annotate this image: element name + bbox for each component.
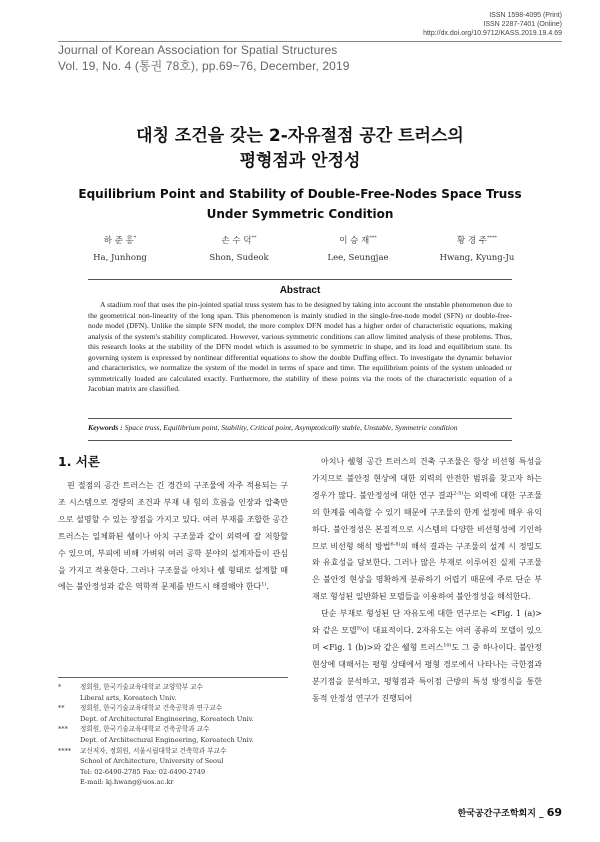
abstract-text: A stadium roof that uses the pin-jointed spatial truss system has to be designed by taking into account the unstable phenomenon due to the geometrical non-linearity of the long span. This phenomenon is mainly studied in the single-free-node model (SFN) or double-free-node model (DFN). Unlike the simple SFN model, the more complex DFN model has a higher order of characteristic equations, making analysis of the system's stability complicated. However, various symmetric conditions can allow limited analysis of these problems. Thus, this research looks at the stability of the DFN model which is assumed to be symmetric in shape, and its load and equilibrium state. Its governing system is expressed by nonlinear differential equations to show the double Duffing effect. To investigate the dynamic behavior and characteristics, we normalize the system of the model in terms of space and time. The equilibrium points of the system unloaded or symmetrically loaded are calculated exactly. Furthermore, the stability of these points via the roots of the characteristic equation of a Jacobian matrix are classified.: [88, 300, 512, 393]
citation[interactable]: 6-8): [390, 540, 401, 547]
journal-header: [58, 42, 350, 74]
footnotes: * 정회원, 한국기술교육대학교 교양학부 교수 Liberal arts, Koreatech Univ. ** 정회원, 한국기술교육대학교 건축공학과 연구교수 Dept. of Architectural Engineering, Koreatech Univ. *** 정회원, 한국기술교육대학교 건축공학과 교수 Dept. of Architectural Engineering, Koreatech Univ. **** 교신저자, 정회원, 서울시립대학교 건축학과 부교수 School of Architecture, University of Seoul Tel: 02-6490-2785 Fax: 02-6490-2749 E-mail: kj.hwang@uos.ac.kr: [58, 682, 298, 788]
footnote-4: **** 교신저자, 정회원, 서울시립대학교 건축학과 부교수: [58, 746, 227, 755]
issn-print: ISSN 1598-4095 (Print): [489, 12, 562, 19]
korean-title-line1: 대칭 조건을 갖는 2-자유절점 공간 트러스의: [136, 126, 464, 146]
paragraph: 아치나 쉘형 공간 트러스의 건축 구조물은 항상 비선형 특성을 가지므로 불안정 현상에 대한 외력의 안전한 범위를 찾고자 하는 경우가 많다. 불안정성에 대한 연구 결과$^{2-5)}$는 외력에 대한 구조물의 한계를 예측할 수 있기 때문에 구조물의 한계 설정에 매우 유익하다. 불안정성은 본질적으로 시스템의 다양한 비선형성에 기인하므로 비선형 해석 방법$^{6-8)}$의 해석 결과는 구조물의 설계 시 정밀도와 유효성을 담보한다. 그러나 많은 부재로 이루어진 실제 구조물은 불안정 현상을 명확하게 분류하기 어렵기 때문에 주로 단순 부재로 형성된 일반화된 모델들을 이용하여 불안정성을 해석한다.: [312, 457, 542, 602]
korean-title-line2: 평형점과 안정성: [239, 151, 361, 171]
author-4: [427, 233, 527, 267]
citation[interactable]: 2-5): [453, 490, 464, 497]
keywords-rule: [88, 440, 512, 441]
journal-volume: Vol. 19, No. 4 (통권 78호), pp.69~76, December, 2019: [58, 59, 350, 73]
author-name-en: Shon, Sudeok: [209, 253, 269, 263]
footer-journal: 한국공간구조학회지 _: [457, 809, 547, 819]
author-3: [308, 233, 408, 267]
author-mark: **: [251, 235, 257, 242]
citation[interactable]: 1): [261, 581, 267, 588]
paragraph: 핀 절점의 공간 트러스는 긴 경간의 구조물에 자주 적용되는 구조 시스템으로 경량의 조건과 부재 내 힘의 흐름을 인장과 압축만으로 설명할 수 있는 장점을 가지고 있다. 여러 부재를 조합한 공간 트러스는 일체화된 쉘이나 아치 구조물과 같이 외력에 잘 저항할 수 있으며, 부피에 비해 가벼워 여러 공학 분야의 설계자들이 관심을 가지고 적용한다. 그러나 구조물을 아치나 쉘 형태로 설계할 때에는 불안정성과 같은 역학적 문제를 반드시 해결해야 한다$^{1)}$.: [58, 481, 288, 592]
abstract-top-rule: [88, 279, 512, 280]
footnote-2: ** 정회원, 한국기술교육대학교 건축공학과 연구교수: [58, 704, 223, 713]
keywords-label: Keywords :: [88, 423, 125, 432]
english-title-line1: Equilibrium Point and Stability of Double-Free-Nodes Space Truss: [78, 187, 522, 201]
korean-title: [50, 124, 550, 174]
issn-online: ISSN 2287-7401 (Online): [483, 21, 562, 29]
author-1: [70, 233, 170, 267]
paragraph: 단순 부재로 형성된 단 자유도에 대한 연구로는 <Fig. 1 (a)>와 같은 모델$^{9)}$이 대표적이다. 2자유도는 여러 종류의 모델이 있으며 <Fig. 1 (b)>와 같은 쉘형 트러스$^{10)}$도 그 중 하나이다. 불안정 현상에 대해서는 평형 상태에서 평형 경로에서 나타나는 극한점과 분기점을 분석하고, 평형점과 특이점 근방의 특성 방정식을 통한 동적 안정성 연구가 진행되어: [312, 609, 542, 703]
author-name-en: Lee, Seungjae: [327, 253, 389, 263]
journal-name: Journal of Korean Association for Spatial Structures: [58, 43, 338, 57]
section-heading-introduction: 1. 서론: [58, 454, 100, 469]
page-number: 69: [546, 806, 562, 819]
author-name-ko: 손 수 덕: [221, 236, 252, 246]
author-name-ko: 하 준 홍: [103, 236, 134, 246]
footnote-rule: [58, 677, 288, 678]
email-link[interactable]: E-mail: kj.hwang@uos.ac.kr: [80, 778, 174, 787]
author-name-ko: 이 승 재: [339, 236, 370, 246]
author-2: [189, 233, 289, 267]
english-title: [50, 184, 550, 224]
footnote-3: *** 정회원, 한국기술교육대학교 건축공학과 교수: [58, 725, 210, 734]
abstract-heading: Abstract: [279, 285, 321, 296]
author-mark: ****: [487, 235, 498, 242]
right-column-body: [312, 454, 542, 708]
keywords-text: Space truss, Equilibrium point, Stability, Critical point, Asymptotically stable, Unstable, Symmetric condition: [124, 423, 458, 432]
author-mark: *: [133, 235, 137, 242]
page-footer: [458, 806, 562, 819]
issn-block: [423, 11, 562, 39]
footnote-1: * 정회원, 한국기술교육대학교 교양학부 교수: [58, 683, 204, 691]
doi-link[interactable]: http://dx.doi.org/10.9712/KASS.2019.19.4.69: [423, 30, 562, 38]
citation[interactable]: 10): [443, 642, 452, 649]
author-name-ko: 황 경 주: [456, 236, 488, 246]
author-name-en: Hwang, Kyung-Ju: [439, 253, 515, 263]
author-name-en: Ha, Junhong: [93, 253, 147, 263]
english-title-line2: Under Symmetric Condition: [206, 207, 394, 221]
citation[interactable]: 9): [356, 625, 362, 632]
left-column-body: [58, 478, 288, 596]
keywords: [88, 423, 512, 433]
abstract-bottom-rule: [88, 418, 512, 419]
author-mark: ***: [369, 235, 377, 242]
